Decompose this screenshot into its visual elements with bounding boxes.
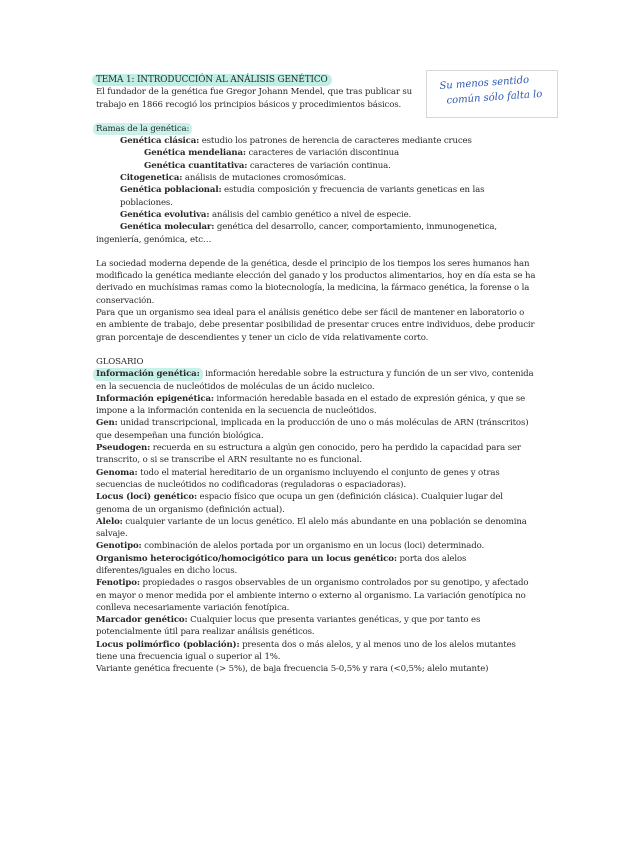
sociedad-paragraph: La sociedad moderna depende de la genética, desde el principio de los tiempos los seres humanos han modificado la genética mediante elección del ganado y los productos alimentarios, hoy en día esta se ha derivado en muchísimas ramas como la biotecnología, la medicina, la fármaco genética, la forense o la conservación.: [96, 258, 536, 306]
glossary-term: Locus polimórfico (población):: [96, 639, 240, 650]
glossary-definition: recuerda en su estructura a algún gen conocido, pero ha perdido la capacidad para ser transcrito, o si se transcribe el ARN resultante no es funcional.: [96, 443, 521, 466]
rama-poblacional: [96, 184, 536, 209]
glossary-entry: [96, 393, 536, 418]
document-body: [96, 74, 536, 676]
glossary-term: Genoma:: [96, 467, 138, 478]
glossary-entry: [96, 467, 536, 492]
glossary-definition: todo el material hereditario de un organismo incluyendo el conjunto de genes y otras secuencias de nucleótidos no codificadoras (reguladoras o espaciadoras).: [96, 467, 500, 490]
glossary-entry: [96, 577, 536, 614]
glossary-term: Información genética:: [96, 369, 200, 380]
handwritten-note-line: común sólo falta lo: [446, 88, 543, 107]
rama-clasica: [96, 135, 536, 147]
rama-term: Citogenetica:: [120, 173, 183, 184]
glossary-entry: [96, 417, 536, 442]
rama-def: genética del desarrollo, cancer, comportamiento, inmunogenetica, ingeniería, genómica, etc…: [96, 222, 497, 245]
page-title: TEMA 1: INTRODUCCIÓN AL ANÁLISIS GENÉTICO: [92, 74, 332, 86]
glossary-term: Fenotipo:: [96, 578, 140, 589]
glossary-definition: presenta dos o más alelos, y al menos uno de los alelos mutantes tiene una frecuencia igual o superior al 1%.: [96, 639, 516, 663]
glossary-definition: propiedades o rasgos observables de un organismo controlados por su genotipo, y afectado en mayor o menor medida por el ambiente interno o externo al organismo. La variación genotípica no conlleva necesariamente variación fenotípica.: [96, 578, 529, 613]
glossary-term: Locus (loci) genético:: [96, 492, 197, 503]
glossary-term: Información epigenética:: [96, 393, 214, 404]
rama-mendeliana: [96, 147, 536, 159]
rama-citogenetica: [96, 172, 536, 184]
glossary-term: Organismo heterocigótico/homocigótico para un locus genético:: [96, 553, 397, 564]
glossary-entry: [96, 368, 536, 393]
glossary-definition: porta dos alelos diferentes/iguales en dicho locus.: [96, 553, 467, 576]
rama-def: análisis del cambio genético a nivel de especie.: [209, 209, 412, 220]
glosario-heading: GLOSARIO: [96, 356, 144, 367]
rama-def: estudio los patrones de herencia de caracteres mediante cruces: [199, 136, 472, 147]
glossary-definition: información heredable sobre la estructura y función de un ser vivo, contenida en la secuencia de nucleótidos de moléculas de un ácido nucleico.: [96, 369, 534, 392]
rama-def: caracteres de variación continua.: [247, 160, 391, 171]
glossary-last-line: Variante genética frecuente (> 5%), de baja frecuencia 5-0,5% y rara (<0,5%; alelo mutante): [96, 664, 489, 675]
rama-def: caracteres de variación discontinua: [245, 148, 399, 159]
glossary-definition: espacio físico que ocupa un gen (definición clásica). Cualquier lugar del genoma de un organismo (definición actual).: [96, 492, 503, 515]
glossary-entry: [96, 516, 536, 541]
rama-term: Genética poblacional:: [120, 185, 222, 196]
glossary-term: Marcador genético:: [96, 615, 188, 626]
glossary-entry: [96, 442, 536, 467]
glossary-term: Alelo:: [96, 516, 123, 527]
glossary-entry: [96, 491, 536, 516]
handwritten-note-line: Su menos sentido: [439, 74, 530, 92]
glossary-entry: [96, 614, 536, 639]
glossary-definition: Cualquier locus que presenta variantes genéticas, y que por tanto es potencialmente útil para realizar análisis genéticos.: [96, 615, 481, 638]
intro-paragraph: El fundador de la genética fue Gregor Johann Mendel, que tras publicar su trabajo en 1866 recogió los principios básicos y procedimientos básicos.: [96, 87, 413, 110]
glossary-definition: información heredable basada en el estado de expresión génica, y que se impone a la información contenida en la secuencia de nucleótidos.: [96, 393, 526, 417]
rama-term: Genética molecular:: [120, 222, 215, 233]
glossary-term: Genotipo:: [96, 541, 142, 552]
rama-term: Genética mendeliana:: [144, 148, 246, 159]
glossary-term: Pseudogen:: [96, 443, 151, 454]
rama-cuantitativa: [96, 160, 536, 172]
glossary-entry: [96, 553, 536, 578]
glossary-definition: combinación de alelos portada por un organismo en un locus (loci) determinado.: [141, 541, 485, 552]
rama-term: Genética evolutiva:: [120, 209, 210, 220]
rama-term: Genética clásica:: [120, 136, 200, 147]
rama-term: Genética cuantitativa:: [144, 160, 248, 171]
glossary-term-highlight: [93, 368, 203, 380]
ramas-heading: Ramas de la genética:: [93, 123, 192, 135]
glossary-list: [96, 368, 536, 663]
rama-def: análisis de mutaciones cromosómicas.: [182, 173, 347, 184]
rama-evolutiva: [96, 209, 536, 221]
glossary-entry: [96, 540, 536, 552]
rama-molecular: [96, 221, 536, 246]
glossary-definition: unidad transcripcional, implicada en la producción de uno o más moléculas de ARN (tránscritos) que desempeñan una función biológica.: [96, 418, 529, 441]
glossary-definition: cualquier variante de un locus genético. El alelo más abundante en una población se denomina salvaje.: [96, 516, 527, 540]
glossary-entry: [96, 639, 536, 664]
glossary-term: Gen:: [96, 418, 118, 429]
rama-def: estudia composición y frecuencia de variants geneticas en las poblaciones.: [120, 185, 485, 208]
organismo-paragraph: Para que un organismo sea ideal para el análisis genético debe ser fácil de mantener en laboratorio o en ambiente de trabajo, debe presentar posibilidad de presentar cruces entre individuos, debe producir gran porcentaje de descendientes y tener un ciclo de vida relativamente corto.: [96, 308, 535, 343]
